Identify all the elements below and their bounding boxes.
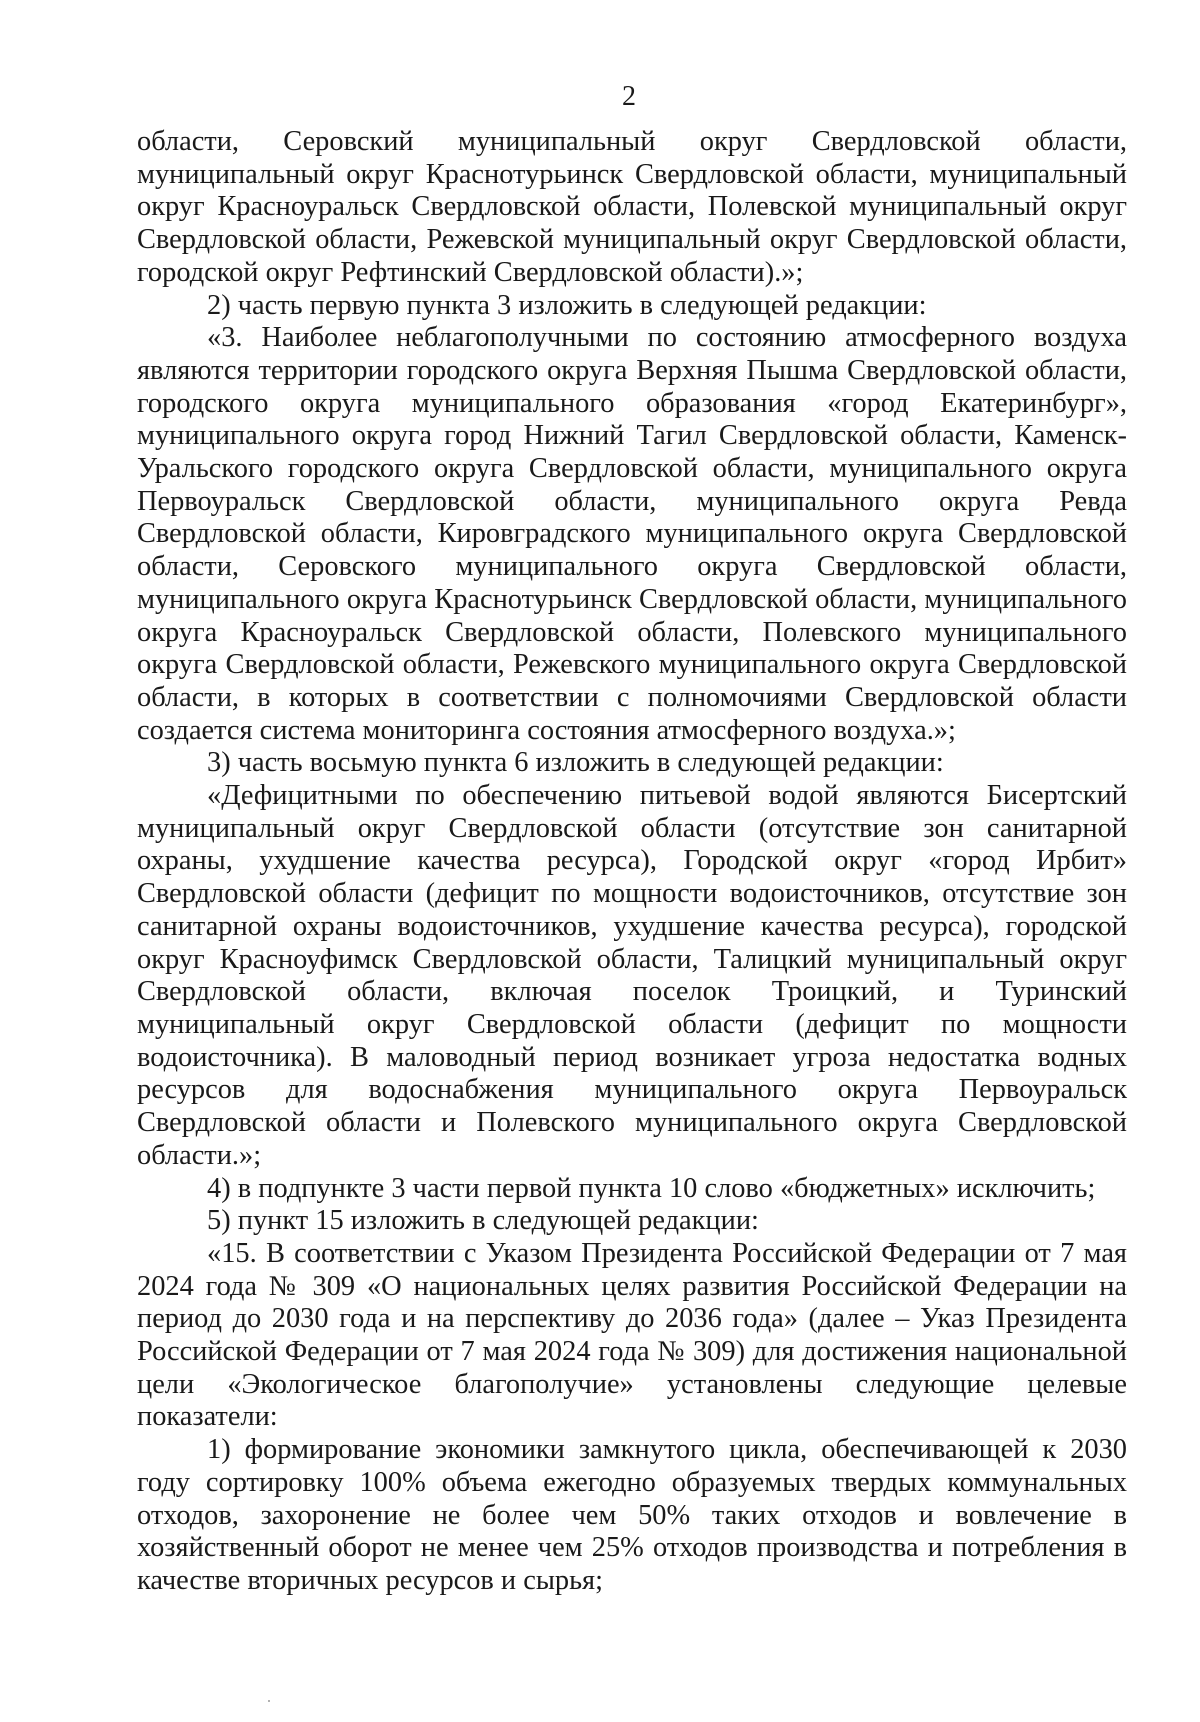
paragraph-continuation: области, Серовский муниципальный округ Свердловской области, муниципальный округ Краснотурьинск Свердловской области, муниципальный округ Красноуральск Свердловской области, Полевской муниципальный округ Свердловской области, Режевской муниципальный округ Свердловской области, городской округ Рефтинский Свердловской области).»;	[137, 126, 1127, 288]
paragraph-quote-point-3: «3. Наиболее неблагополучными по состоянию атмосферного воздуха являются территории городского округа Верхняя Пышма Свердловской области, городского округа муниципального образования «город Екатеринбург», муниципального округа город Нижний Тагил Свердловской области, Каменск-Уральского городского округа Свердловской области, муниципального округа Первоуральск Свердловской области, муниципального округа Ревда Свердловской области, Кировградского муниципального округа Свердловской области, Серовского муниципального округа Свердловской области, муниципального округа Краснотурьинск Свердловской области, муниципального округа Красноуральск Свердловской области, Полевского муниципального округа Свердловской области, Режевского муниципального округа Свердловской области, в которых в соответствии с полномочиями Свердловской области создается система мониторинга состояния атмосферного воздуха.»;	[137, 322, 1127, 746]
page-number: 2	[622, 81, 636, 112]
paragraph-quote-point-15: «15. В соответствии с Указом Президента Российской Федерации от 7 мая 2024 года № 309 «О национальных целях развития Российской Федерации на период до 2030 года и на перспективу до 2036 года» (далее – Указ Президента Российской Федерации от 7 мая 2024 года № 309) для достижения национальной цели «Экологическое благополучие» установлены следующие целевые показатели:	[137, 1237, 1127, 1433]
document-body	[137, 126, 1127, 1598]
paragraph-target-1: 1) формирование экономики замкнутого цикла, обеспечивающей к 2030 году сортировку 100% объема ежегодно образуемых твердых коммунальных отходов, захоронение не более чем 50% таких отходов и вовлечение в хозяйственный оборот не менее чем 25% отходов производства и потребления в качестве вторичных ресурсов и сырья;	[137, 1434, 1127, 1596]
paragraph-item-3: 3) часть восьмую пункта 6 изложить в следующей редакции:	[207, 747, 944, 779]
scan-speck	[268, 1700, 270, 1702]
paragraph-item-2: 2) часть первую пункта 3 изложить в следующей редакции:	[207, 289, 927, 321]
paragraph-quote-point-6: «Дефицитными по обеспечению питьевой водой являются Бисертский муниципальный округ Свердловской области (отсутствие зон санитарной охраны, ухудшение качества ресурса), Городской округ «город Ирбит» Свердловской области (дефицит по мощности водоисточников, отсутствие зон санитарной охраны водоисточников, ухудшение качества ресурса), городской округ Красноуфимск Свердловской области, Талицкий муниципальный округ Свердловской области, включая поселок Троицкий, и Туринский муниципальный округ Свердловской области (дефицит по мощности водоисточника). В маловодный период возникает угроза недостатка водных ресурсов для водоснабжения муниципального округа Первоуральск Свердловской области и Полевского муниципального округа Свердловской области.»;	[137, 780, 1127, 1171]
paragraph-item-5: 5) пункт 15 изложить в следующей редакции:	[207, 1205, 759, 1237]
paragraph-item-4: 4) в подпункте 3 части первой пункта 10 слово «бюджетных» исключить;	[207, 1172, 1096, 1204]
